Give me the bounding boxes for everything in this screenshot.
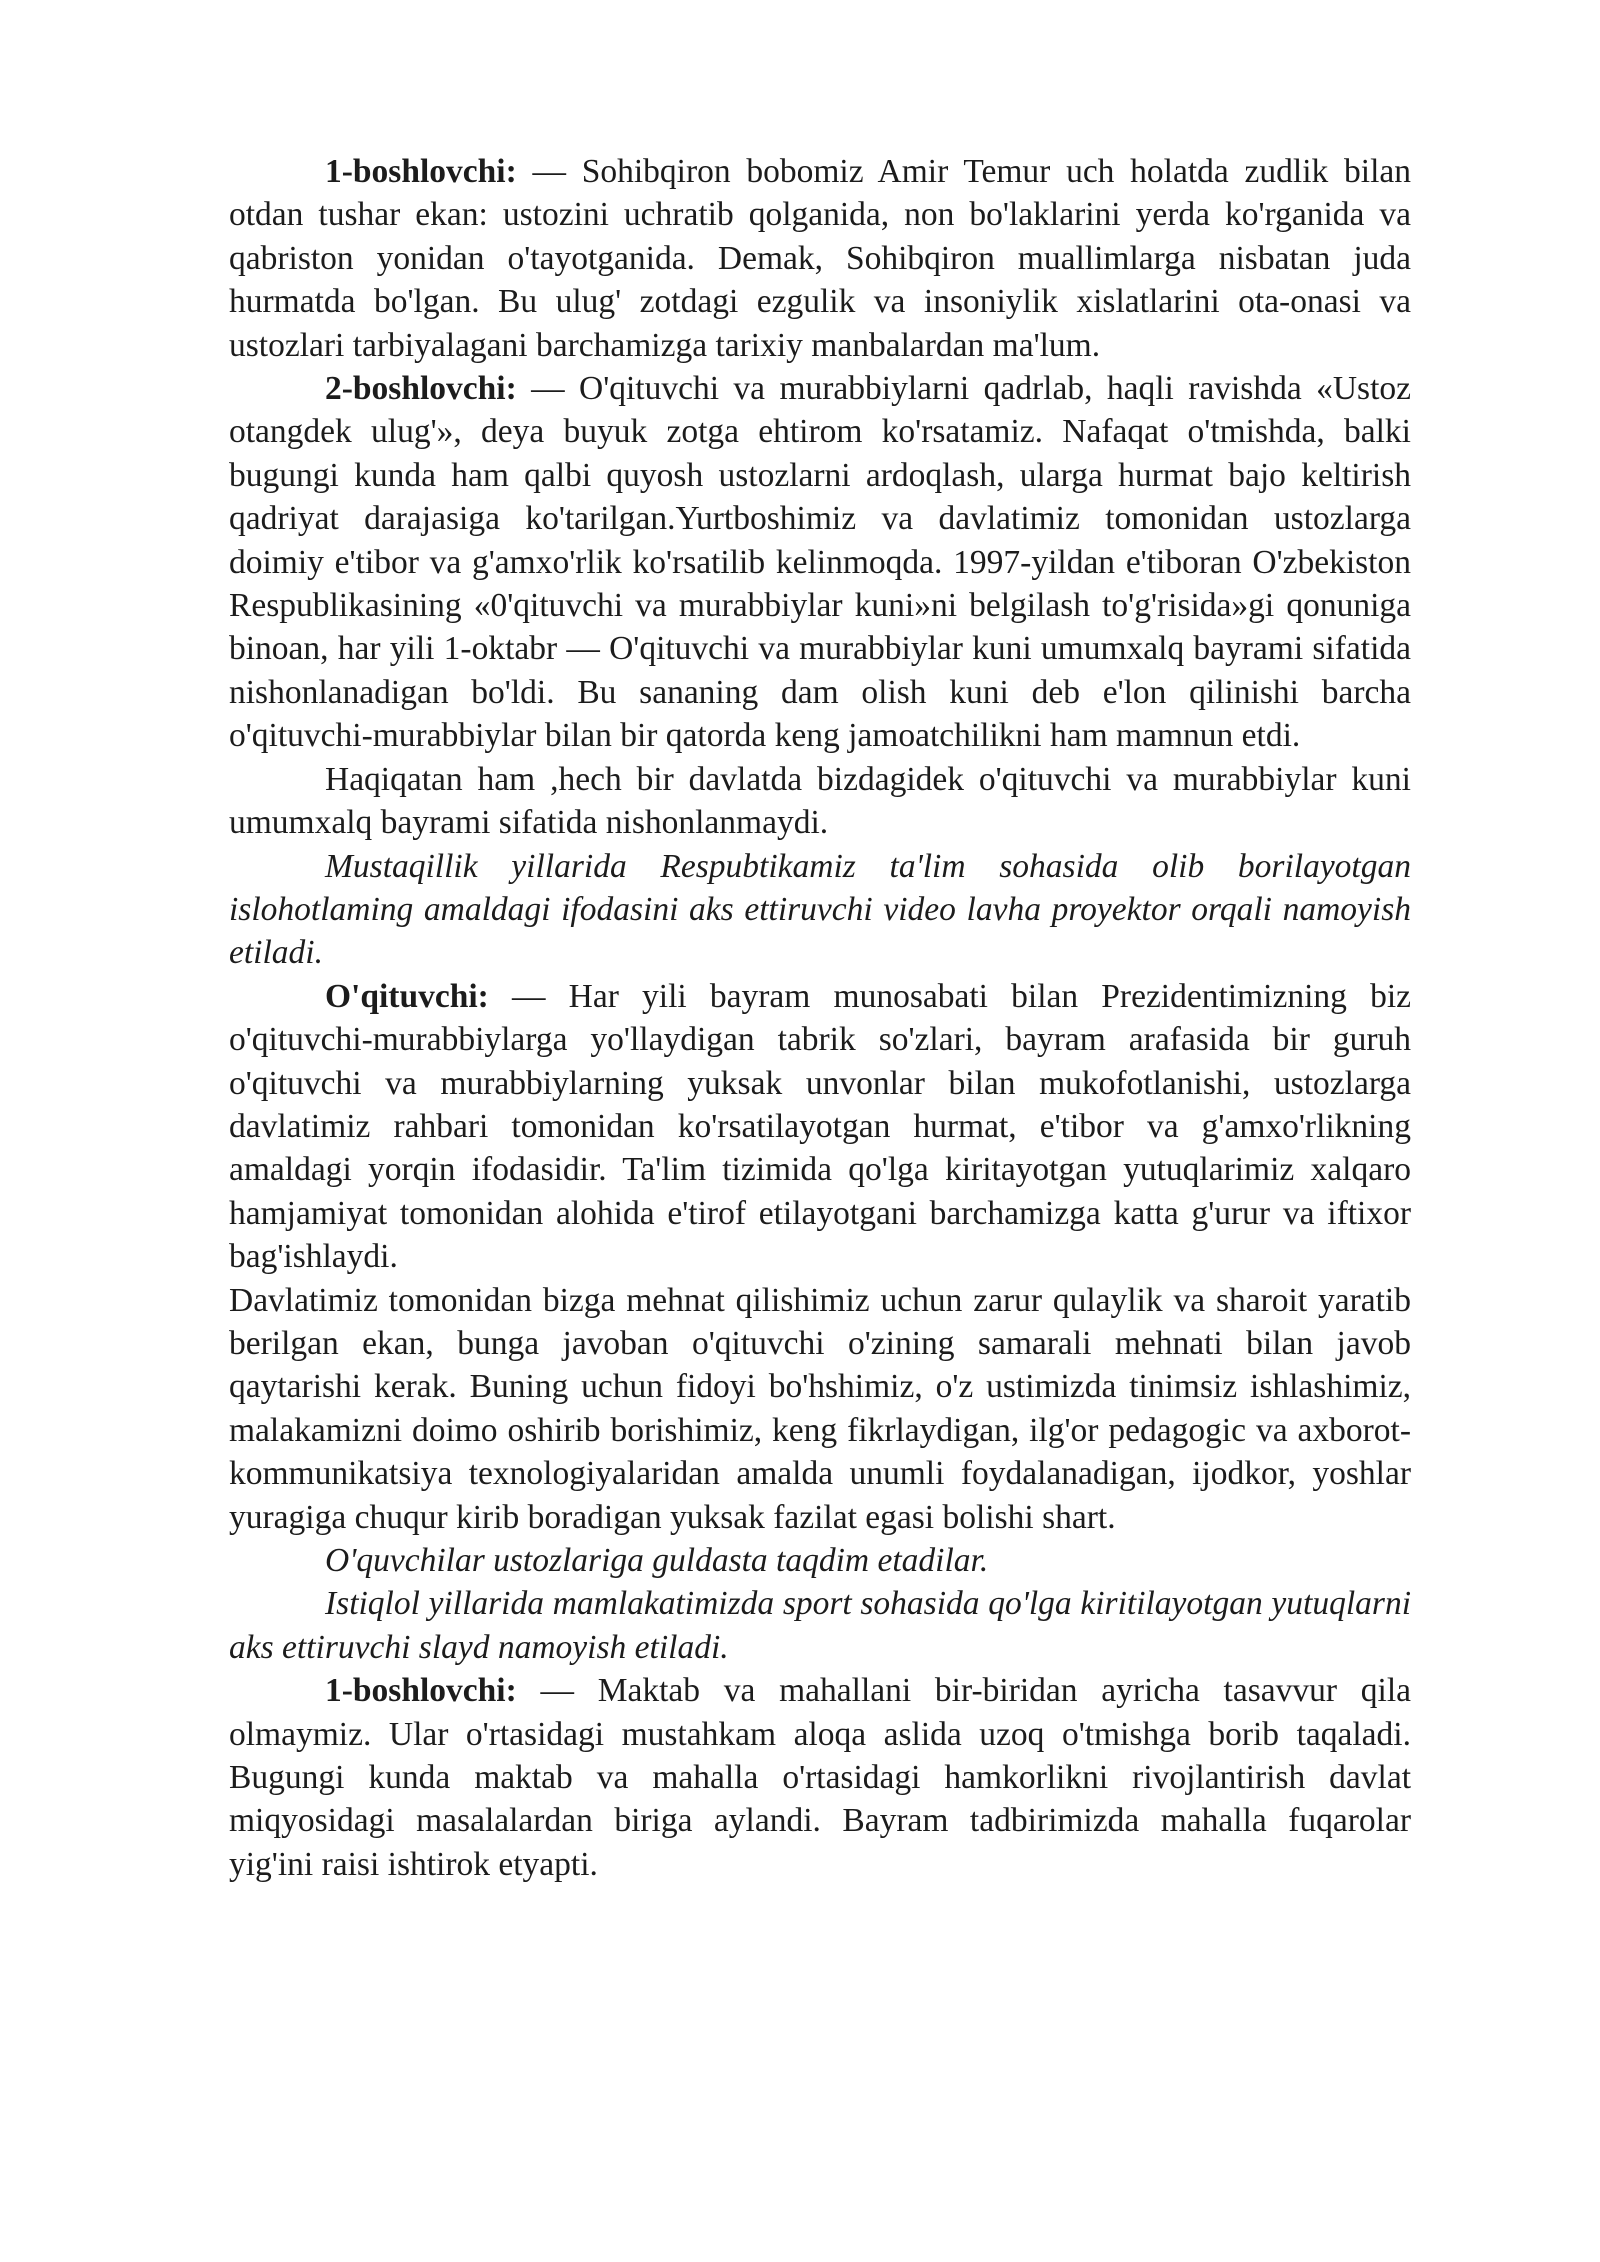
paragraph-host2-teachers-day — [229, 367, 1411, 758]
paragraph-haqiqatan — [229, 758, 1411, 845]
paragraph-text: Haqiqatan ham ,hech bir davlatda bizdagidek o'qituvchi va murabbiylar kuni umumxalq bayrami sifatida nishonlanmaydi. — [229, 760, 1411, 842]
paragraph-text: — Sohibqiron bobomiz Amir Temur uch holatda zudlik bilan otdan tushar ekan: ustozini uchratib qolganida, non bo'laklarini yerda ko'rganida va qabriston yonidan o'tayotganida. Demak, Sohibqiron muallimlarga nisbatan juda hurmatda bo'lgan. Bu ulug' zotdagi ezgulik va insoniylik xislatlarini ota-onasi va ustozlari tarbiyalagani barchamizga tarixiy manbalardan ma'lum. — [229, 153, 1411, 364]
paragraph-davlatimiz — [229, 1279, 1411, 1539]
paragraph-text: Davlatimiz tomonidan bizga mehnat qilishimiz uchun zarur qulaylik va sharoit yaratib berilgan ekan, bunga javoban o'qituvchi o'zining samarali mehnati bilan javob qaytarishi kerak. Buning uchun fidoyi bo'hshimiz, o'z ustimizda tinimsiz ishlashimiz, malakamizni doimo oshirib borishimiz, keng fikrlaydigan, ilg'or pedagogic va axborot-kommunikatsiya texnologiyalaridan amalda unumli foydalanadigan, ijodkor, yoshlar yuragiga chuqur kirib boradigan yuksak fazilat egasi bolishi shart. — [229, 1281, 1411, 1536]
paragraph-teacher — [229, 975, 1411, 1279]
stage-direction-slides — [229, 1582, 1411, 1669]
document-page — [229, 150, 1411, 1886]
paragraph-host1-mahalla — [229, 1669, 1411, 1886]
paragraph-text: — O'qituvchi va murabbiylarni qadrlab, haqli ravishda «Ustoz otangdek ulug'», deya buyuk zotga ehtirom ko'rsatamiz. Nafaqat o'tmishda, balki bugungi kunda ham qalbi quyosh ustozlarni ardoqlash, ularga hurmat bajo keltirish qadriyat darajasiga ko'tarilgan.Yurtboshimiz va davlatimiz tomonidan ustozlarga doimiy e'tibor va g'amxo'rlik ko'rsatilib kelinmoqda. 1997-yildan e'tiboran O'zbekiston Respublikasining «0'qituvchi va murabbiylar kuni»ni belgilash to'g'risida»gi qonuniga binoan, har yili 1-oktabr — O'qituvchi va murabbiylar kuni umumxalq bayrami sifatida nishonlanadigan bo'ldi. Bu sananing dam olish kuni deb e'lon qilinishi barcha o'qituvchi-murabbiylar bilan bir qatorda keng jamoatchilikni ham mamnun etdi. — [229, 370, 1411, 755]
paragraph-text: Istiqlol yillarida mamlakatimizda sport sohasida qo'lga kiritilayotgan yutuqlarni aks ettiruvchi slayd namoyish etiladi. — [229, 1585, 1411, 1666]
speaker-label: 1-boshlovchi: — [325, 153, 517, 190]
stage-direction-video — [229, 845, 1411, 975]
stage-direction-bouquet — [229, 1539, 1411, 1582]
paragraph-text: — Maktab va mahallani bir-biridan ayricha tasavvur qila olmaymiz. Ular o'rtasidagi mustahkam aloqa aslida uzoq o'tmishga borib taqaladi. Bugungi kunda maktab va mahalla o'rtasidagi hamkorlikni rivojlantirish davlat miqyosidagi masalalardan biriga aylandi. Bayram tadbirimizda mahalla fuqarolar yig'ini raisi ishtirok etyapti. — [229, 1672, 1411, 1883]
paragraph-text: — Har yili bayram munosabati bilan Prezidentimizning biz o'qituvchi-murabbiylarga yo'llaydigan tabrik so'zlari, bayram arafasida bir guruh o'qituvchi va murabbiylarning yuksak unvonlar bilan mukofotlanishi, ustozlarga davlatimiz rahbari tomonidan ko'rsatilayotgan hurmat, e'tibor va g'amxo'rlikning amaldagi yorqin ifodasidir. Ta'lim tizimida qo'lga kiritayotgan yutuqlarimiz xalqaro hamjamiyat tomonidan alohida e'tirof etilayotgani barchamizga katta g'urur va iftixor bag'ishlaydi. — [229, 977, 1411, 1276]
paragraph-text: Mustaqillik yillarida Respubtikamiz ta'lim sohasida olib borilayotgan islohotlaming amaldagi ifodasini aks ettiruvchi video lavha proyektor orqali namoyish etiladi. — [229, 847, 1411, 972]
speaker-label: 2-boshlovchi: — [325, 370, 517, 408]
paragraph-host1-temur — [229, 150, 1411, 367]
speaker-label: 1-boshlovchi: — [325, 1672, 517, 1710]
speaker-label: O'qituvchi: — [325, 977, 489, 1015]
paragraph-text: O'quvchilar ustozlariga guldasta taqdim etadilar. — [325, 1542, 989, 1579]
